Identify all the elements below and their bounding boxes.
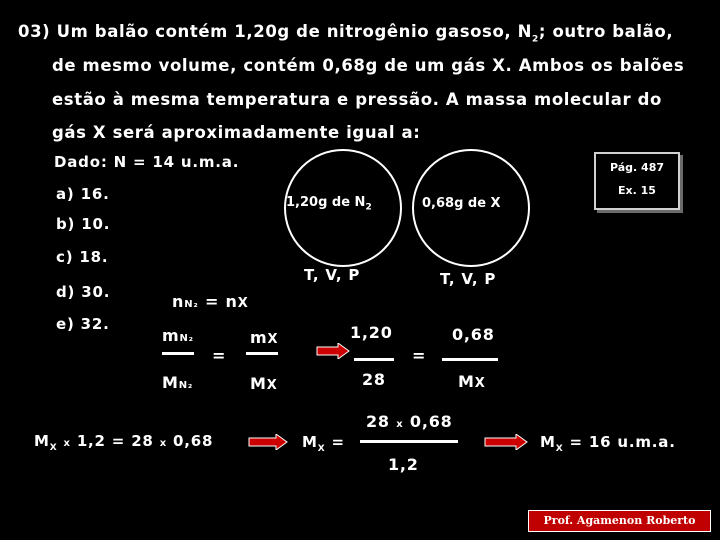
balloon-gas-x-label: 0,68g de X xyxy=(422,196,501,211)
frac5-num-a: 28 xyxy=(366,412,390,431)
n2-subscript: 2 xyxy=(532,34,539,45)
result xyxy=(540,433,676,454)
step-a-M: M xyxy=(34,432,50,450)
fraction1-numerator xyxy=(162,326,194,345)
step-b-M: M xyxy=(302,433,318,451)
frac1-num-sub: N₂ xyxy=(179,333,194,344)
option-b: b) 10. xyxy=(56,215,111,233)
step-b-equals: = xyxy=(331,433,345,451)
arrow-right-icon xyxy=(484,434,528,450)
frac4-den-x: X xyxy=(474,376,486,391)
question-line-2: de mesmo volume, contém 0,68g de um gás X. Ambos os balões xyxy=(52,56,685,75)
equals-sign-2: = xyxy=(412,346,427,365)
fraction2-bar xyxy=(246,352,278,355)
question-line-1-end: ; outro balão, xyxy=(538,22,674,41)
step-a-rest: 1,2 = 28 xyxy=(76,432,154,450)
frac2-den-x: X xyxy=(266,378,278,393)
moles-equals-rest: = n xyxy=(204,292,238,311)
conditions-left: T, V, P xyxy=(304,266,361,284)
question-number: 03) xyxy=(18,22,51,41)
balloon-nitrogen-label xyxy=(286,195,372,213)
fraction2-numerator xyxy=(250,328,278,347)
question-line-1-text: Um balão contém 1,20g de nitrogênio gasoso, N xyxy=(56,22,533,41)
step-a-times: x xyxy=(63,438,71,449)
given-data: Dado: N = 14 u.m.a. xyxy=(54,153,240,171)
result-sub: X xyxy=(555,444,564,454)
moles-symbol: n xyxy=(172,292,185,311)
frac1-M: M xyxy=(162,373,179,392)
step-a-end: 0,68 xyxy=(173,432,214,450)
step-a-sub: X xyxy=(49,443,58,453)
fraction4-denominator xyxy=(458,372,486,391)
moles-x-subscript: X xyxy=(237,296,249,311)
frac2-m: m xyxy=(250,328,268,347)
question-line-4: gás X será aproximadamente igual a: xyxy=(52,123,421,142)
arrow-right-icon xyxy=(316,343,350,359)
equation-moles xyxy=(172,292,249,311)
conditions-right: T, V, P xyxy=(440,270,497,288)
frac1-m: m xyxy=(162,326,180,345)
page-reference-box xyxy=(594,152,680,210)
step-isolate xyxy=(302,433,345,454)
fraction5-numerator xyxy=(366,412,453,431)
author-credit: Prof. Agamenon Roberto xyxy=(528,510,711,532)
result-value: = 16 u.m.a. xyxy=(569,433,676,451)
fraction3-numerator: 1,20 xyxy=(350,323,393,342)
step-b-sub: X xyxy=(317,444,326,454)
question-line-1 xyxy=(18,22,673,44)
result-M: M xyxy=(540,433,556,451)
exercise-number: Ex. 15 xyxy=(618,184,656,197)
fraction4-numerator: 0,68 xyxy=(452,325,495,344)
fraction1-bar xyxy=(162,352,194,355)
option-e: e) 32. xyxy=(56,315,110,333)
fraction4-bar xyxy=(442,358,498,361)
option-c: c) 18. xyxy=(56,248,109,266)
balloon-n2-subscript: 2 xyxy=(365,202,372,213)
balloon-nitrogen-label-text: 1,20g de N xyxy=(286,195,366,210)
frac5-num-b: 0,68 xyxy=(409,412,453,431)
fraction2-denominator xyxy=(250,374,278,393)
frac2-M: M xyxy=(250,374,267,393)
page-number: Pág. 487 xyxy=(609,161,665,174)
question-line-3: estão à mesma temperatura e pressão. A massa molecular do xyxy=(52,90,662,109)
frac4-M: M xyxy=(458,372,475,391)
fraction1-denominator xyxy=(162,373,193,392)
moles-n2-subscript: N₂ xyxy=(184,299,199,310)
frac1-den-sub: N₂ xyxy=(178,380,194,391)
frac5-times: x xyxy=(396,419,404,430)
arrow-right-icon xyxy=(248,434,288,450)
option-d: d) 30. xyxy=(56,283,111,301)
equals-sign-1: = xyxy=(212,346,227,365)
step-cross-multiply xyxy=(34,432,213,453)
fraction5-denominator: 1,2 xyxy=(388,455,419,474)
frac2-num-x: X xyxy=(267,332,279,347)
step-a-times-2: x xyxy=(159,438,167,449)
fraction5-bar xyxy=(360,440,458,443)
fraction3-bar xyxy=(354,358,394,361)
fraction3-denominator: 28 xyxy=(362,370,386,389)
option-a: a) 16. xyxy=(56,185,110,203)
